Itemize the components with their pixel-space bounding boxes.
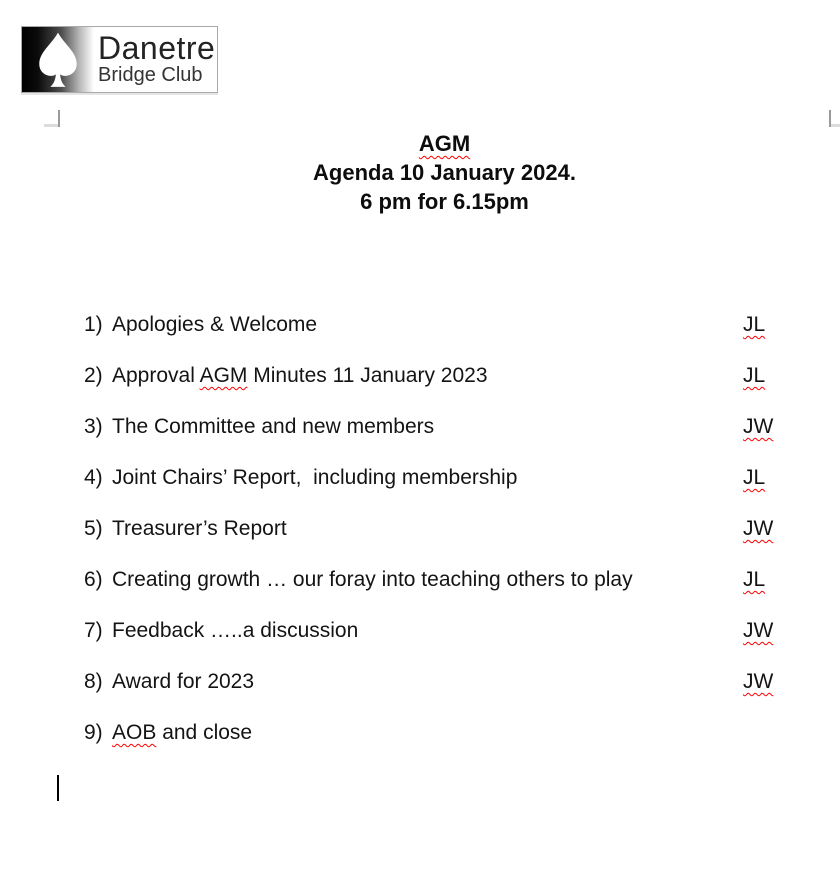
- agenda-item-2: [84, 363, 791, 389]
- initials-text: JL: [743, 568, 766, 591]
- initials-text: JW: [743, 517, 774, 540]
- text-segment: Joint Chairs’ Report, including membership: [112, 466, 518, 489]
- item-number: 5): [84, 517, 103, 540]
- item-text: [112, 312, 743, 338]
- text-segment: The Committee and new members: [112, 415, 435, 438]
- misspelled-word: AOB: [112, 721, 157, 744]
- club-subtitle: Bridge Club: [98, 64, 203, 86]
- agenda-item-8: [84, 669, 791, 695]
- title-line-agm: [59, 129, 830, 158]
- initials-text: JW: [743, 415, 774, 438]
- item-initials: [743, 567, 791, 593]
- spade-gradient-panel: [22, 27, 94, 92]
- item-number: 2): [84, 364, 103, 387]
- item-initials: [743, 516, 791, 542]
- text-boundary-mark-top-left-horizontal: [44, 124, 58, 127]
- text-segment: Minutes 11 January 2023: [247, 364, 488, 387]
- item-text: [112, 720, 743, 746]
- item-initials: [743, 669, 791, 695]
- item-text: [112, 516, 743, 542]
- item-text: [112, 465, 743, 491]
- text-cursor: [57, 775, 59, 801]
- document-title: [59, 129, 830, 216]
- item-number: 7): [84, 619, 103, 642]
- text-boundary-mark-top-left-vertical: [58, 110, 60, 127]
- item-number: 1): [84, 313, 103, 336]
- initials-text: JL: [743, 466, 766, 489]
- item-initials: [743, 363, 791, 389]
- item-number: 9): [84, 721, 103, 744]
- item-initials: [743, 414, 791, 440]
- agenda-item-3: [84, 414, 791, 440]
- item-text: [112, 669, 743, 695]
- item-initials: [743, 618, 791, 644]
- misspelled-word: AGM: [199, 364, 248, 387]
- initials-text: JL: [743, 364, 766, 387]
- title-line-time: 6 pm for 6.15pm: [360, 189, 529, 214]
- item-initials: [743, 720, 791, 746]
- agenda-item-6: [84, 567, 791, 593]
- initials-text: JL: [743, 313, 766, 336]
- club-logo: [21, 26, 218, 93]
- text-segment: Treasurer’s Report: [112, 517, 287, 540]
- item-text: [112, 363, 743, 389]
- item-number: 8): [84, 670, 103, 693]
- item-initials: [743, 465, 791, 491]
- item-text: [112, 414, 743, 440]
- item-number: 4): [84, 466, 103, 489]
- text-segment: Feedback …..a discussion: [112, 619, 359, 642]
- item-text: [112, 618, 743, 644]
- agenda-list: [84, 312, 791, 771]
- initials-text: JW: [743, 619, 774, 642]
- text-segment: Award for 2023: [112, 670, 255, 693]
- agenda-item-1: [84, 312, 791, 338]
- title-line-date: Agenda 10 January 2024.: [313, 160, 576, 185]
- text-segment: Approval: [112, 364, 200, 387]
- item-initials: [743, 312, 791, 338]
- item-number: 6): [84, 568, 103, 591]
- agenda-item-7: [84, 618, 791, 644]
- text-segment: and close: [156, 721, 253, 744]
- item-number: 3): [84, 415, 103, 438]
- club-name: Danetre: [98, 30, 216, 66]
- text-boundary-mark-top-right-horizontal: [831, 124, 840, 127]
- item-text: [112, 567, 743, 593]
- text-segment: Creating growth … our foray into teaching others to play: [112, 568, 633, 591]
- spade-icon: [34, 31, 82, 89]
- logo-text-block: [94, 27, 217, 92]
- agenda-item-4: [84, 465, 791, 491]
- initials-text: JW: [743, 670, 774, 693]
- text-segment: Apologies & Welcome: [112, 313, 318, 336]
- agenda-item-5: [84, 516, 791, 542]
- title-agm-text: AGM: [418, 131, 471, 156]
- agenda-item-9: [84, 720, 791, 746]
